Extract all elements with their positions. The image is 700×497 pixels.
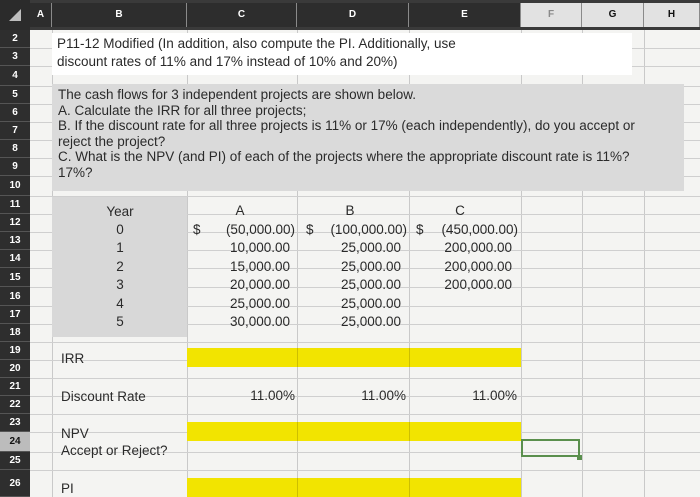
project-b-cashflow[interactable]: (100,000.00)	[330, 222, 407, 237]
description-line-3: B. If the discount rate for all three projects is 11% or 17% (each independently), do you accept or	[58, 118, 635, 133]
cell-divider	[409, 422, 410, 441]
row-header-6[interactable]: 6	[0, 104, 30, 122]
discount-rate-a[interactable]: 11.00%	[250, 388, 295, 403]
row-header-18[interactable]: 18	[0, 324, 30, 342]
npv-answer-cells[interactable]	[187, 422, 521, 441]
discount-rate-c[interactable]: 11.00%	[472, 388, 517, 403]
project-b-cashflow[interactable]: 25,000.00	[340, 296, 401, 311]
irr-answer-cells[interactable]	[187, 348, 521, 367]
npv-label: NPV	[61, 426, 89, 441]
project-c-cashflow[interactable]: (450,000.00)	[441, 222, 518, 237]
project-c-cashflow[interactable]: 200,000.00	[444, 277, 512, 292]
project-a-header: A	[235, 203, 245, 218]
row-header-13[interactable]: 13	[0, 232, 30, 250]
row-header-11[interactable]: 11	[0, 196, 30, 214]
problem-line-2: discount rates of 11% and 17% instead of 10% and 20%)	[57, 54, 398, 69]
row-header-9[interactable]: 9	[0, 158, 30, 176]
column-header-a[interactable]: A	[30, 3, 52, 27]
project-c-cashflow[interactable]: 200,000.00	[444, 259, 512, 274]
row-header-14[interactable]: 14	[0, 250, 30, 268]
year-cell[interactable]: 1	[116, 240, 124, 255]
year-cell[interactable]: 4	[116, 296, 124, 311]
fill-handle[interactable]	[577, 455, 582, 460]
row-header-2[interactable]: 2	[0, 30, 30, 48]
project-a-cashflow[interactable]: 15,000.00	[229, 259, 290, 274]
row-header-22[interactable]: 22	[0, 396, 30, 414]
row-header-10[interactable]: 10	[0, 176, 30, 196]
row-gridline	[30, 342, 700, 343]
irr-label: IRR	[61, 351, 85, 366]
pi-label: PI	[61, 481, 74, 496]
row-header-19[interactable]: 19	[0, 342, 30, 360]
description-line-1: The cash flows for 3 independent projects are shown below.	[58, 87, 416, 102]
cell-divider	[297, 348, 298, 367]
year-header: Year	[106, 204, 134, 219]
column-header-d[interactable]: D	[297, 3, 409, 27]
description-line-2: A. Calculate the IRR for all three projects;	[58, 103, 307, 118]
cell-divider	[409, 348, 410, 367]
project-a-cashflow[interactable]: 20,000.00	[229, 277, 290, 292]
currency-symbol-a: $	[193, 222, 201, 237]
year-cell[interactable]: 3	[116, 277, 124, 292]
column-header-b[interactable]: B	[52, 3, 187, 27]
description-line-4: reject the project?	[58, 134, 166, 149]
row-header-15[interactable]: 15	[0, 268, 30, 287]
row-header-17[interactable]: 17	[0, 306, 30, 324]
project-b-header: B	[345, 203, 355, 218]
row-header-12[interactable]: 12	[0, 214, 30, 232]
accept-reject-label: Accept or Reject?	[61, 443, 168, 458]
cell-divider	[409, 478, 410, 497]
pi-answer-cells[interactable]	[187, 478, 521, 497]
row-gridline	[30, 414, 700, 415]
row-header-16[interactable]: 16	[0, 287, 30, 306]
cell-divider	[297, 422, 298, 441]
year-cell[interactable]: 2	[116, 259, 124, 274]
active-cell-selection[interactable]	[521, 439, 580, 457]
column-header-c[interactable]: C	[187, 3, 297, 27]
row-header-bar	[0, 30, 30, 497]
row-header-25[interactable]: 25	[0, 452, 30, 470]
year-cell[interactable]: 0	[116, 222, 124, 237]
project-c-header: C	[455, 203, 465, 218]
year-cell[interactable]: 5	[116, 314, 124, 329]
row-header-7[interactable]: 7	[0, 122, 30, 140]
row-header-23[interactable]: 23	[0, 414, 30, 432]
cell-divider	[297, 478, 298, 497]
discount-rate-b[interactable]: 11.00%	[361, 388, 406, 403]
row-gridline	[30, 378, 700, 379]
row-header-24[interactable]: 24	[0, 432, 30, 452]
project-b-cashflow[interactable]: 25,000.00	[340, 240, 401, 255]
description-line-5: C. What is the NPV (and PI) of each of the projects where the appropriate discount rate is 11%?	[58, 149, 630, 164]
select-all-corner[interactable]	[0, 0, 30, 30]
row-header-4[interactable]: 4	[0, 66, 30, 86]
currency-symbol-c: $	[416, 222, 424, 237]
column-header-e[interactable]: E	[409, 3, 521, 27]
currency-symbol-b: $	[306, 222, 314, 237]
row-header-20[interactable]: 20	[0, 360, 30, 378]
row-header-26[interactable]: 26	[0, 470, 30, 497]
project-a-cashflow[interactable]: 25,000.00	[229, 296, 290, 311]
column-header-f[interactable]: F	[521, 3, 582, 27]
row-header-3[interactable]: 3	[0, 48, 30, 66]
problem-line-1: P11-12 Modified (In addition, also compute the PI. Additionally, use	[57, 36, 456, 51]
column-header-g[interactable]: G	[582, 3, 644, 27]
row-header-21[interactable]: 21	[0, 378, 30, 396]
project-a-cashflow[interactable]: 10,000.00	[229, 240, 290, 255]
project-b-cashflow[interactable]: 25,000.00	[340, 277, 401, 292]
row-header-8[interactable]: 8	[0, 140, 30, 158]
column-header-bar	[0, 0, 700, 30]
project-a-cashflow[interactable]: 30,000.00	[229, 314, 290, 329]
project-c-cashflow[interactable]: 200,000.00	[444, 240, 512, 255]
select-all-icon	[9, 9, 21, 21]
description-line-6: 17%?	[58, 165, 93, 180]
project-b-cashflow[interactable]: 25,000.00	[340, 314, 401, 329]
project-b-cashflow[interactable]: 25,000.00	[340, 259, 401, 274]
discount-rate-label: Discount Rate	[61, 389, 146, 404]
row-header-5[interactable]: 5	[0, 86, 30, 104]
project-a-cashflow[interactable]: (50,000.00)	[225, 222, 295, 237]
column-header-h[interactable]: H	[644, 3, 700, 27]
row-gridline	[30, 470, 700, 471]
